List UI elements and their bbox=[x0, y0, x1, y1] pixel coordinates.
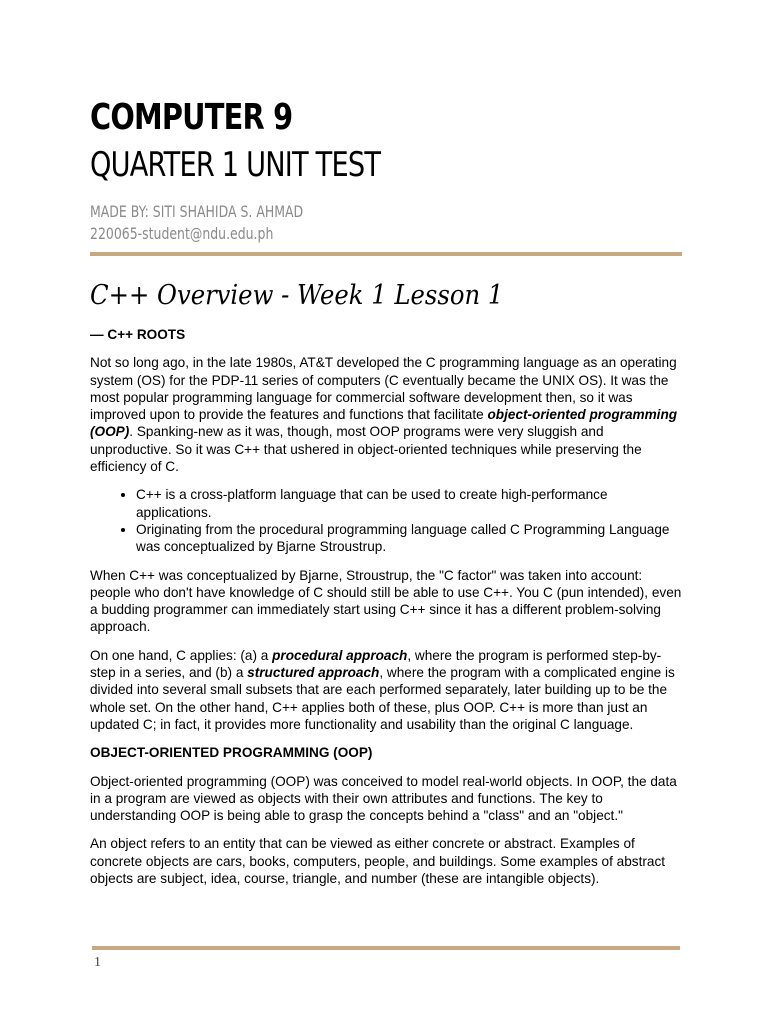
footer-divider bbox=[92, 946, 680, 950]
header-divider bbox=[90, 252, 682, 256]
document-title: COMPUTER 9 bbox=[90, 97, 293, 138]
lesson-content bbox=[90, 326, 682, 898]
document-subtitle: QUARTER 1 UNIT TEST bbox=[90, 145, 381, 185]
oop-heading: OBJECT-ORIENTED PROGRAMMING (OOP) bbox=[90, 745, 373, 761]
roots-p1-text-b: . Spanking-new as it was, though, most OOP programs were very sluggish and unproductive. So it was C++ that ushered in object-oriented techniques while preserving the efficiency of C. bbox=[90, 424, 642, 475]
roots-p3-text-b: , where the program is performed step-by-step in a series, and (b) a bbox=[90, 647, 662, 681]
list-item: • C++ is a cross-platform language that can be used to create high-performance applications. bbox=[136, 486, 682, 521]
author-email: 220065-student@ndu.edu.ph bbox=[90, 224, 274, 243]
roots-bullet-list bbox=[90, 486, 682, 555]
oop-emphasis: object-oriented programming (OOP) bbox=[90, 407, 678, 440]
structured-emphasis: structured approach bbox=[247, 665, 380, 681]
oop-paragraph-1: Object-oriented programming (OOP) was conceived to model real-world objects. In OOP, the data in a program are viewed as objects with their own attributes and functions. The key to understanding OOP is being able to grasp the concepts behind a "class" and an "object." bbox=[90, 773, 677, 824]
list-item: • Originating from the procedural programming language called C Programming Language was conceptualized by Bjarne Stroustrup. bbox=[136, 521, 682, 556]
roots-p3-text-a: On one hand, C applies: (a) a bbox=[90, 647, 273, 663]
oop-paragraph-2: An object refers to an entity that can be viewed as either concrete or abstract. Examples of concrete objects are cars, books, computers, people, and buildings. Some examples of abstract objects are subject, idea, course, triangle, and number (these are intangible objects). bbox=[90, 836, 666, 887]
section-title: C++ Overview - Week 1 Lesson 1 bbox=[90, 280, 504, 311]
roots-heading: — C++ ROOTS bbox=[90, 327, 186, 342]
roots-p3-text-c: , where the program with a complicated engine is divided into several small subsets that are each performed separately, later building up to be the whole set. On the other hand, C++ applies both of these, plus OOP. C++ is more than just an updated C; in fact, it provides more functionality and usability than the original C language. bbox=[90, 665, 675, 732]
author-line: MADE BY: SITI SHAHIDA S. AHMAD bbox=[90, 202, 304, 221]
roots-p1-text-a: Not so long ago, in the late 1980s, AT&T developed the C programming language as an operating system (OS) for the PDP-11 series of computers (C eventually became the UNIX OS). It was the most popular programming language for commercial software development then, so it was improved upon to provide the features and functions that facilitate bbox=[90, 355, 677, 423]
roots-paragraph-3 bbox=[90, 647, 682, 733]
page-number: 1 bbox=[94, 955, 101, 970]
roots-paragraph-1 bbox=[90, 354, 682, 475]
roots-paragraph-2: When C++ was conceptualized by Bjarne, Stroustrup, the "C factor" was taken into account: people who don't have knowledge of C should still be able to use C++. You C (pun intended), even a budding programmer can immediately start using C++ since it has a different problem-solving approach. bbox=[90, 567, 682, 635]
procedural-emphasis: procedural approach bbox=[272, 647, 408, 663]
